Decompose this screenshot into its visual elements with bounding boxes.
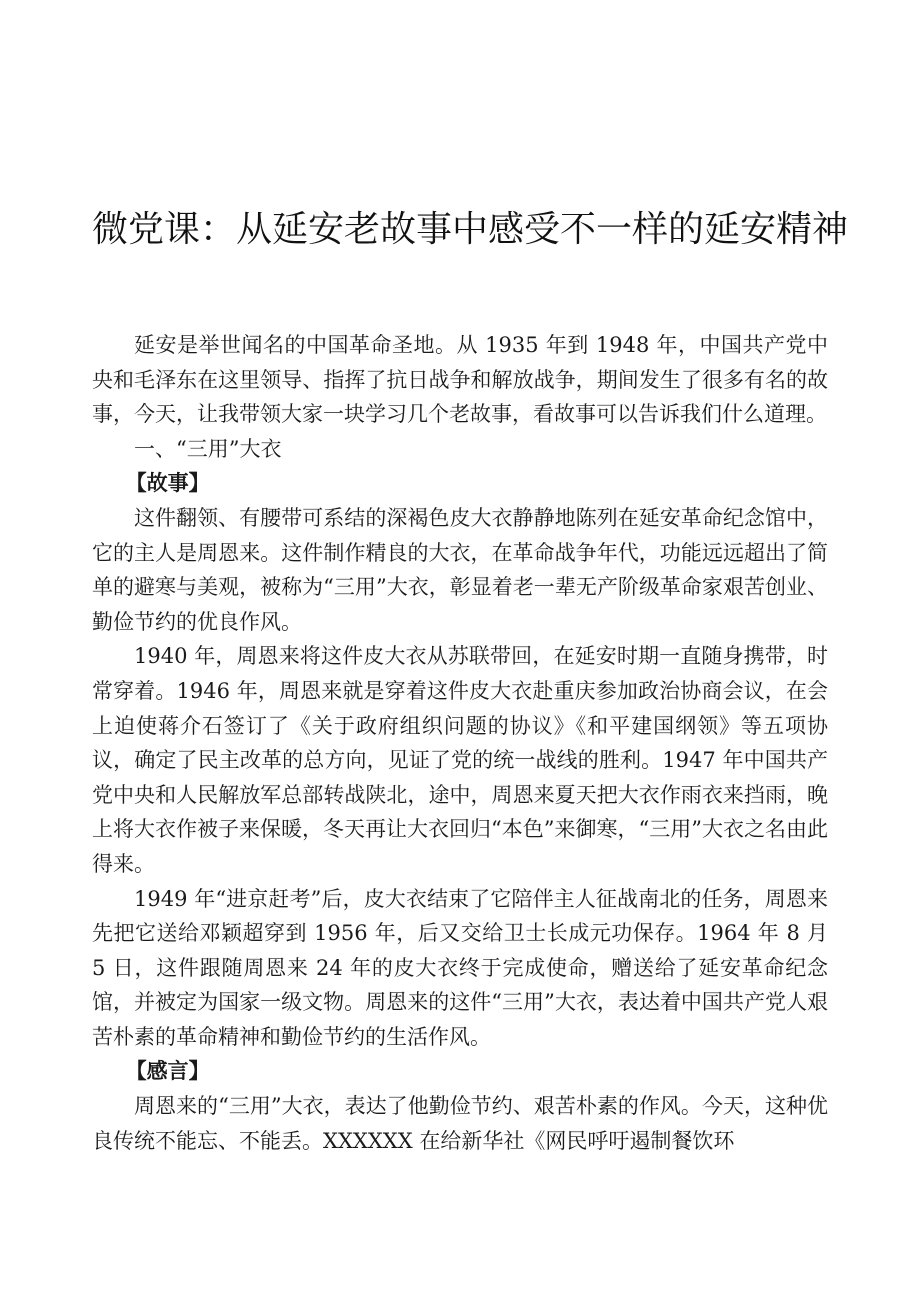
story-paragraph-3: 1949 年“进京赶考”后，皮大衣结束了它陪伴主人征战南北的任务，周恩来先把它送给邓颖超穿到 1956 年，后又交给卫士长成元功保存。1964 年 8 月 5 日，这件跟随周恩来 24 年的皮大衣终于完成使命，赠送给了延安革命纪念馆，并被定为国家一级文物。周恩来的这件“三用”大衣，表达着中国共产党人艰苦朴素的革命精神和勤俭节约的生活作风。 bbox=[92, 886, 828, 1049]
story-paragraph-1: 这件翻领、有腰带可系结的深褐色皮大衣静静地陈列在延安革命纪念馆中，它的主人是周恩来。这件制作精良的大衣，在革命战争年代，功能远远超出了简单的避寒与美观，被称为“三用”大衣，彰显着老一辈无产阶级革命家艰苦创业、勤俭节约的优良作风。 bbox=[92, 505, 828, 634]
comment-tag: 【感言】 bbox=[125, 1058, 210, 1084]
story-tag: 【故事】 bbox=[125, 470, 210, 496]
comment-paragraph: 周恩来的“三用”大衣，表达了他勤俭节约、艰苦朴素的作风。今天，这种优良传统不能忘、不能丢。XXXXXX 在给新华社《网民呼吁遏制餐饮环 bbox=[92, 1094, 828, 1153]
section-heading: 一、“三用”大衣 bbox=[134, 436, 282, 461]
document-title: 微党课：从延安老故事中感受不一样的延安精神 bbox=[92, 209, 849, 250]
document-body bbox=[92, 328, 828, 1158]
story-paragraph-2: 1940 年，周恩来将这件皮大衣从苏联带回，在延安时期一直随身携带，时常穿着。1946 年，周恩来就是穿着这件皮大衣赴重庆参加政治协商会议，在会上迫使蒋介石签订了《关于政府组织问题的协议》《和平建国纲领》等五项协议，确定了民主改革的总方向，见证了党的统一战线的胜利。1947 年中国共产党中央和人民解放军总部转战陕北，途中，周恩来夏天把大衣作雨衣来挡雨，晚上将大衣作被子来保暖，冬天再让大衣回归“本色”来御寒，“三用”大衣之名由此得来。 bbox=[92, 644, 828, 876]
intro-paragraph: 延安是举世闻名的中国革命圣地。从 1935 年到 1948 年，中国共产党中央和毛泽东在这里领导、指挥了抗日战争和解放战争，期间发生了很多有名的故事，今天，让我带领大家一块学习几个老故事，看故事可以告诉我们什么道理。 bbox=[92, 333, 828, 427]
